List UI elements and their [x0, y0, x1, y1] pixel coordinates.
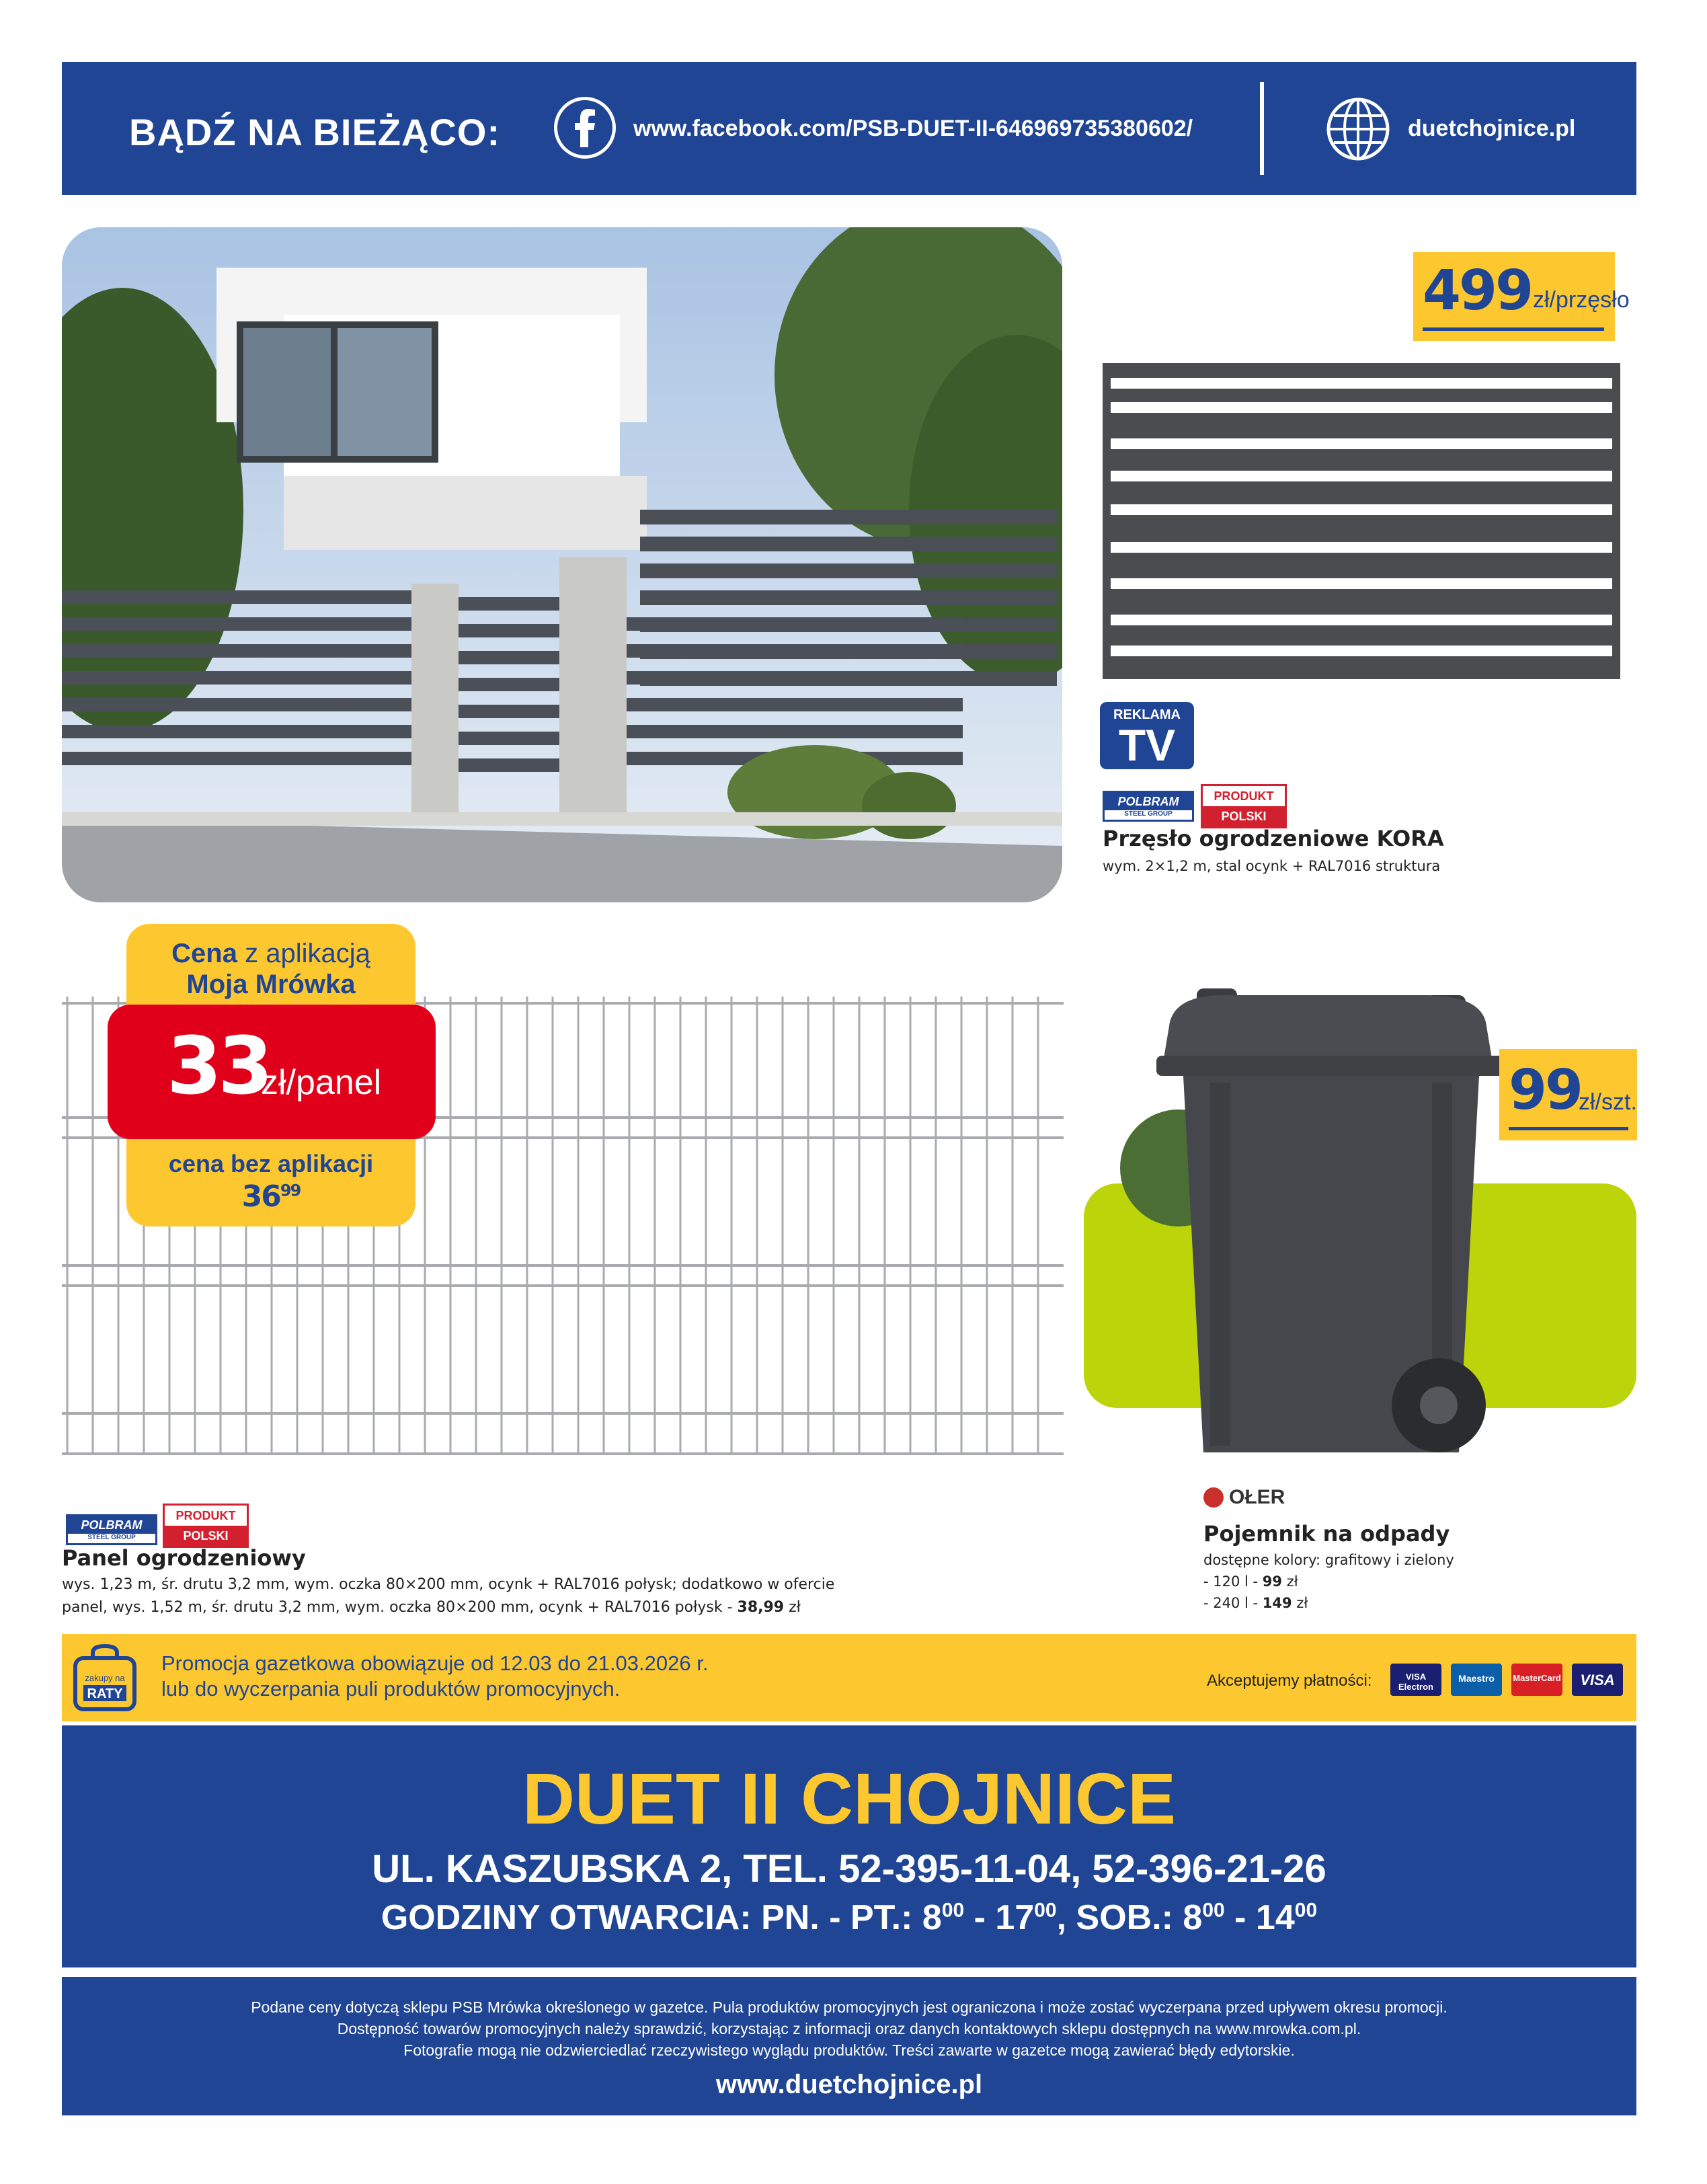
facebook-icon[interactable]: [554, 97, 616, 159]
no-app-price-label: cena bez aplikacji: [168, 1150, 374, 1177]
footer-website[interactable]: www.duetchojnice.pl: [715, 2070, 983, 2099]
bin-price-unit: zł/szt.: [1579, 1089, 1637, 1115]
panel-product-desc: wys. 1,23 m, śr. drutu 3,2 mm, wym. oczka 80×200 mm, ocynk + RAL7016 połysk; dodatkowo w ofercie: [62, 1576, 835, 1593]
polbram-logo-text: POLBRAM: [68, 1516, 155, 1534]
header-divider: [1260, 82, 1264, 175]
hours-sup: 00: [1202, 1899, 1225, 1922]
website-url[interactable]: duetchojnice.pl: [1408, 116, 1576, 141]
disclaimer-block: [62, 1977, 1636, 2115]
kora-price-tag: [1413, 252, 1630, 341]
store-name: DUET II CHOJNICE: [522, 1758, 1177, 1839]
payment-label: Akceptujemy płatności:: [1207, 1672, 1372, 1690]
hours-sup: 00: [1034, 1899, 1057, 1922]
produkt-badge-bottom: POLSKI: [165, 1526, 247, 1546]
visa-electron-icon: [1390, 1664, 1441, 1696]
bin-colors: dostępne kolory: grafitowy i zielony: [1203, 1552, 1454, 1568]
hours-text: - 14: [1224, 1898, 1295, 1937]
bin-v2-label: - 240 l -: [1203, 1595, 1263, 1611]
disclaimer-line1: Podane ceny dotyczą sklepu PSB Mrówka określonego w gazetce. Pula produktów promocyjnych jest ograniczona i może zostać wyczerpana przed upływem okresu promocji.: [251, 1998, 1447, 2016]
disclaimer-line2: Dostępność towarów promocyjnych należy sprawdzić, korzystając z informacji oraz danych kontaktowych sklepu dostępnych na www.mrowka.com.pl.: [337, 2020, 1361, 2037]
bin-variant-120: [1203, 1573, 1298, 1590]
promo-bar: [62, 1634, 1636, 1721]
polbram-logo: [66, 1514, 157, 1545]
hours-text: - 17: [964, 1898, 1035, 1937]
app-price-highlight: [108, 1005, 436, 1139]
hours-text: , SOB.: 8: [1056, 1898, 1203, 1937]
hours-sup: 00: [1294, 1899, 1318, 1922]
visa-icon: [1572, 1664, 1623, 1696]
app-price-unit: zł/panel: [261, 1063, 382, 1102]
no-app-price-dec: 99: [280, 1181, 301, 1200]
polbram-logo-text: POLBRAM: [1105, 793, 1192, 810]
kora-price: 499: [1423, 259, 1532, 323]
price-underline: [1423, 327, 1604, 331]
produkt-badge-bottom: POLSKI: [1203, 806, 1285, 826]
bin-v2-price: 149: [1262, 1595, 1292, 1611]
bin-price-tag: [1499, 1049, 1637, 1140]
bin-v2-currency: zł: [1292, 1595, 1308, 1611]
bin-v1-price: 99: [1262, 1573, 1283, 1590]
hours-sup: 00: [941, 1899, 965, 1922]
no-app-price-int: 36: [241, 1179, 280, 1214]
oler-logo-icon: [1203, 1487, 1224, 1508]
bin-v1-currency: zł: [1282, 1573, 1298, 1590]
app-title-rest: z aplikacją: [237, 939, 370, 968]
produkt-badge-top: PRODUKT: [175, 1509, 236, 1522]
app-price-title: [126, 939, 415, 969]
price-underline: [1509, 1127, 1628, 1130]
mastercard-icon: [1511, 1664, 1562, 1696]
waste-bin-image: [1143, 982, 1519, 1479]
store-address: UL. KASZUBSKA 2, TEL. 52-395-11-04, 52-396-21-26: [372, 1847, 1326, 1891]
bin-v1-label: - 120 l -: [1203, 1573, 1263, 1590]
tv-badge-small-text: REKLAMA: [1113, 707, 1181, 722]
globe-icon: [1326, 97, 1390, 161]
raty-label: RATY: [87, 1686, 123, 1701]
tv-advert-badge: [1100, 702, 1194, 769]
app-name: Moja Mrówka: [186, 970, 356, 999]
no-app-price: [126, 1179, 415, 1214]
visa-electron-label: VISA Electron: [1398, 1672, 1433, 1692]
bin-product-name: Pojemnik na odpady: [1203, 1521, 1450, 1547]
maestro-label: Maestro: [1458, 1673, 1495, 1684]
disclaimer-line3: Fotografie mogą nie odzwierciedlać rzeczywistego wyglądu produktów. Treści zawarte w gazetce mogą zawierać błędy edytorskie.: [403, 2041, 1295, 2059]
panel-desc2-price: 38,99: [737, 1599, 785, 1616]
kora-product-desc: wym. 2×1,2 m, stal ocynk + RAL7016 struktura: [1103, 858, 1441, 874]
shopping-bag-icon: [73, 1643, 137, 1712]
maestro-icon: [1451, 1664, 1502, 1696]
panel-product-desc-extra: [62, 1599, 801, 1616]
bin-price: 99: [1509, 1058, 1582, 1122]
facebook-url[interactable]: www.facebook.com/PSB-DUET-II-646969735380602/: [633, 116, 1193, 141]
raty-small-text: zakupy na: [85, 1673, 125, 1683]
header-title: BĄDŹ NA BIEŻĄCO:: [129, 111, 501, 153]
promo-text-line2: lub do wyczerpania puli produktów promocyjnych.: [161, 1677, 621, 1701]
house-fence-photo: [62, 227, 1062, 902]
bin-variant-240: [1203, 1595, 1308, 1611]
header-bar: [62, 62, 1636, 195]
store-info-block: [62, 1725, 1636, 1967]
produkt-badge-top: PRODUKT: [1214, 789, 1274, 803]
panel-desc2-currency: zł: [784, 1599, 801, 1616]
tv-badge-big-text: TV: [1118, 720, 1176, 770]
polbram-logo: [1103, 791, 1194, 822]
kora-product-name: Przęsło ogrodzeniowe KORA: [1103, 826, 1444, 851]
mastercard-label: MasterCard: [1513, 1673, 1561, 1683]
visa-label: VISA: [1580, 1672, 1615, 1688]
produkt-polski-badge: [1201, 784, 1287, 828]
polbram-logo-sub: STEEL GROUP: [87, 1534, 136, 1541]
panel-product-name: Panel ogrodzeniowy: [62, 1545, 306, 1571]
app-title-bold: Cena: [171, 939, 237, 968]
panel-desc2-text: panel, wys. 1,52 m, śr. drutu 3,2 mm, wym. oczka 80×200 mm, ocynk + RAL7016 połysk -: [62, 1599, 738, 1616]
hours-text: GODZINY OTWARCIA: PN. - PT.: 8: [381, 1898, 942, 1937]
promo-text-line1: Promocja gazetkowa obowiązuje od 12.03 do 21.03.2026 r.: [161, 1651, 709, 1675]
produkt-polski-badge: [163, 1504, 249, 1548]
polbram-logo-sub: STEEL GROUP: [1124, 810, 1173, 818]
kora-price-unit: zł/przęsło: [1533, 287, 1630, 313]
app-price: 33: [167, 1019, 270, 1112]
oler-logo: OŁER: [1229, 1486, 1285, 1508]
store-hours: [62, 1898, 1636, 1938]
kora-fence-panel-image: [1103, 363, 1620, 679]
